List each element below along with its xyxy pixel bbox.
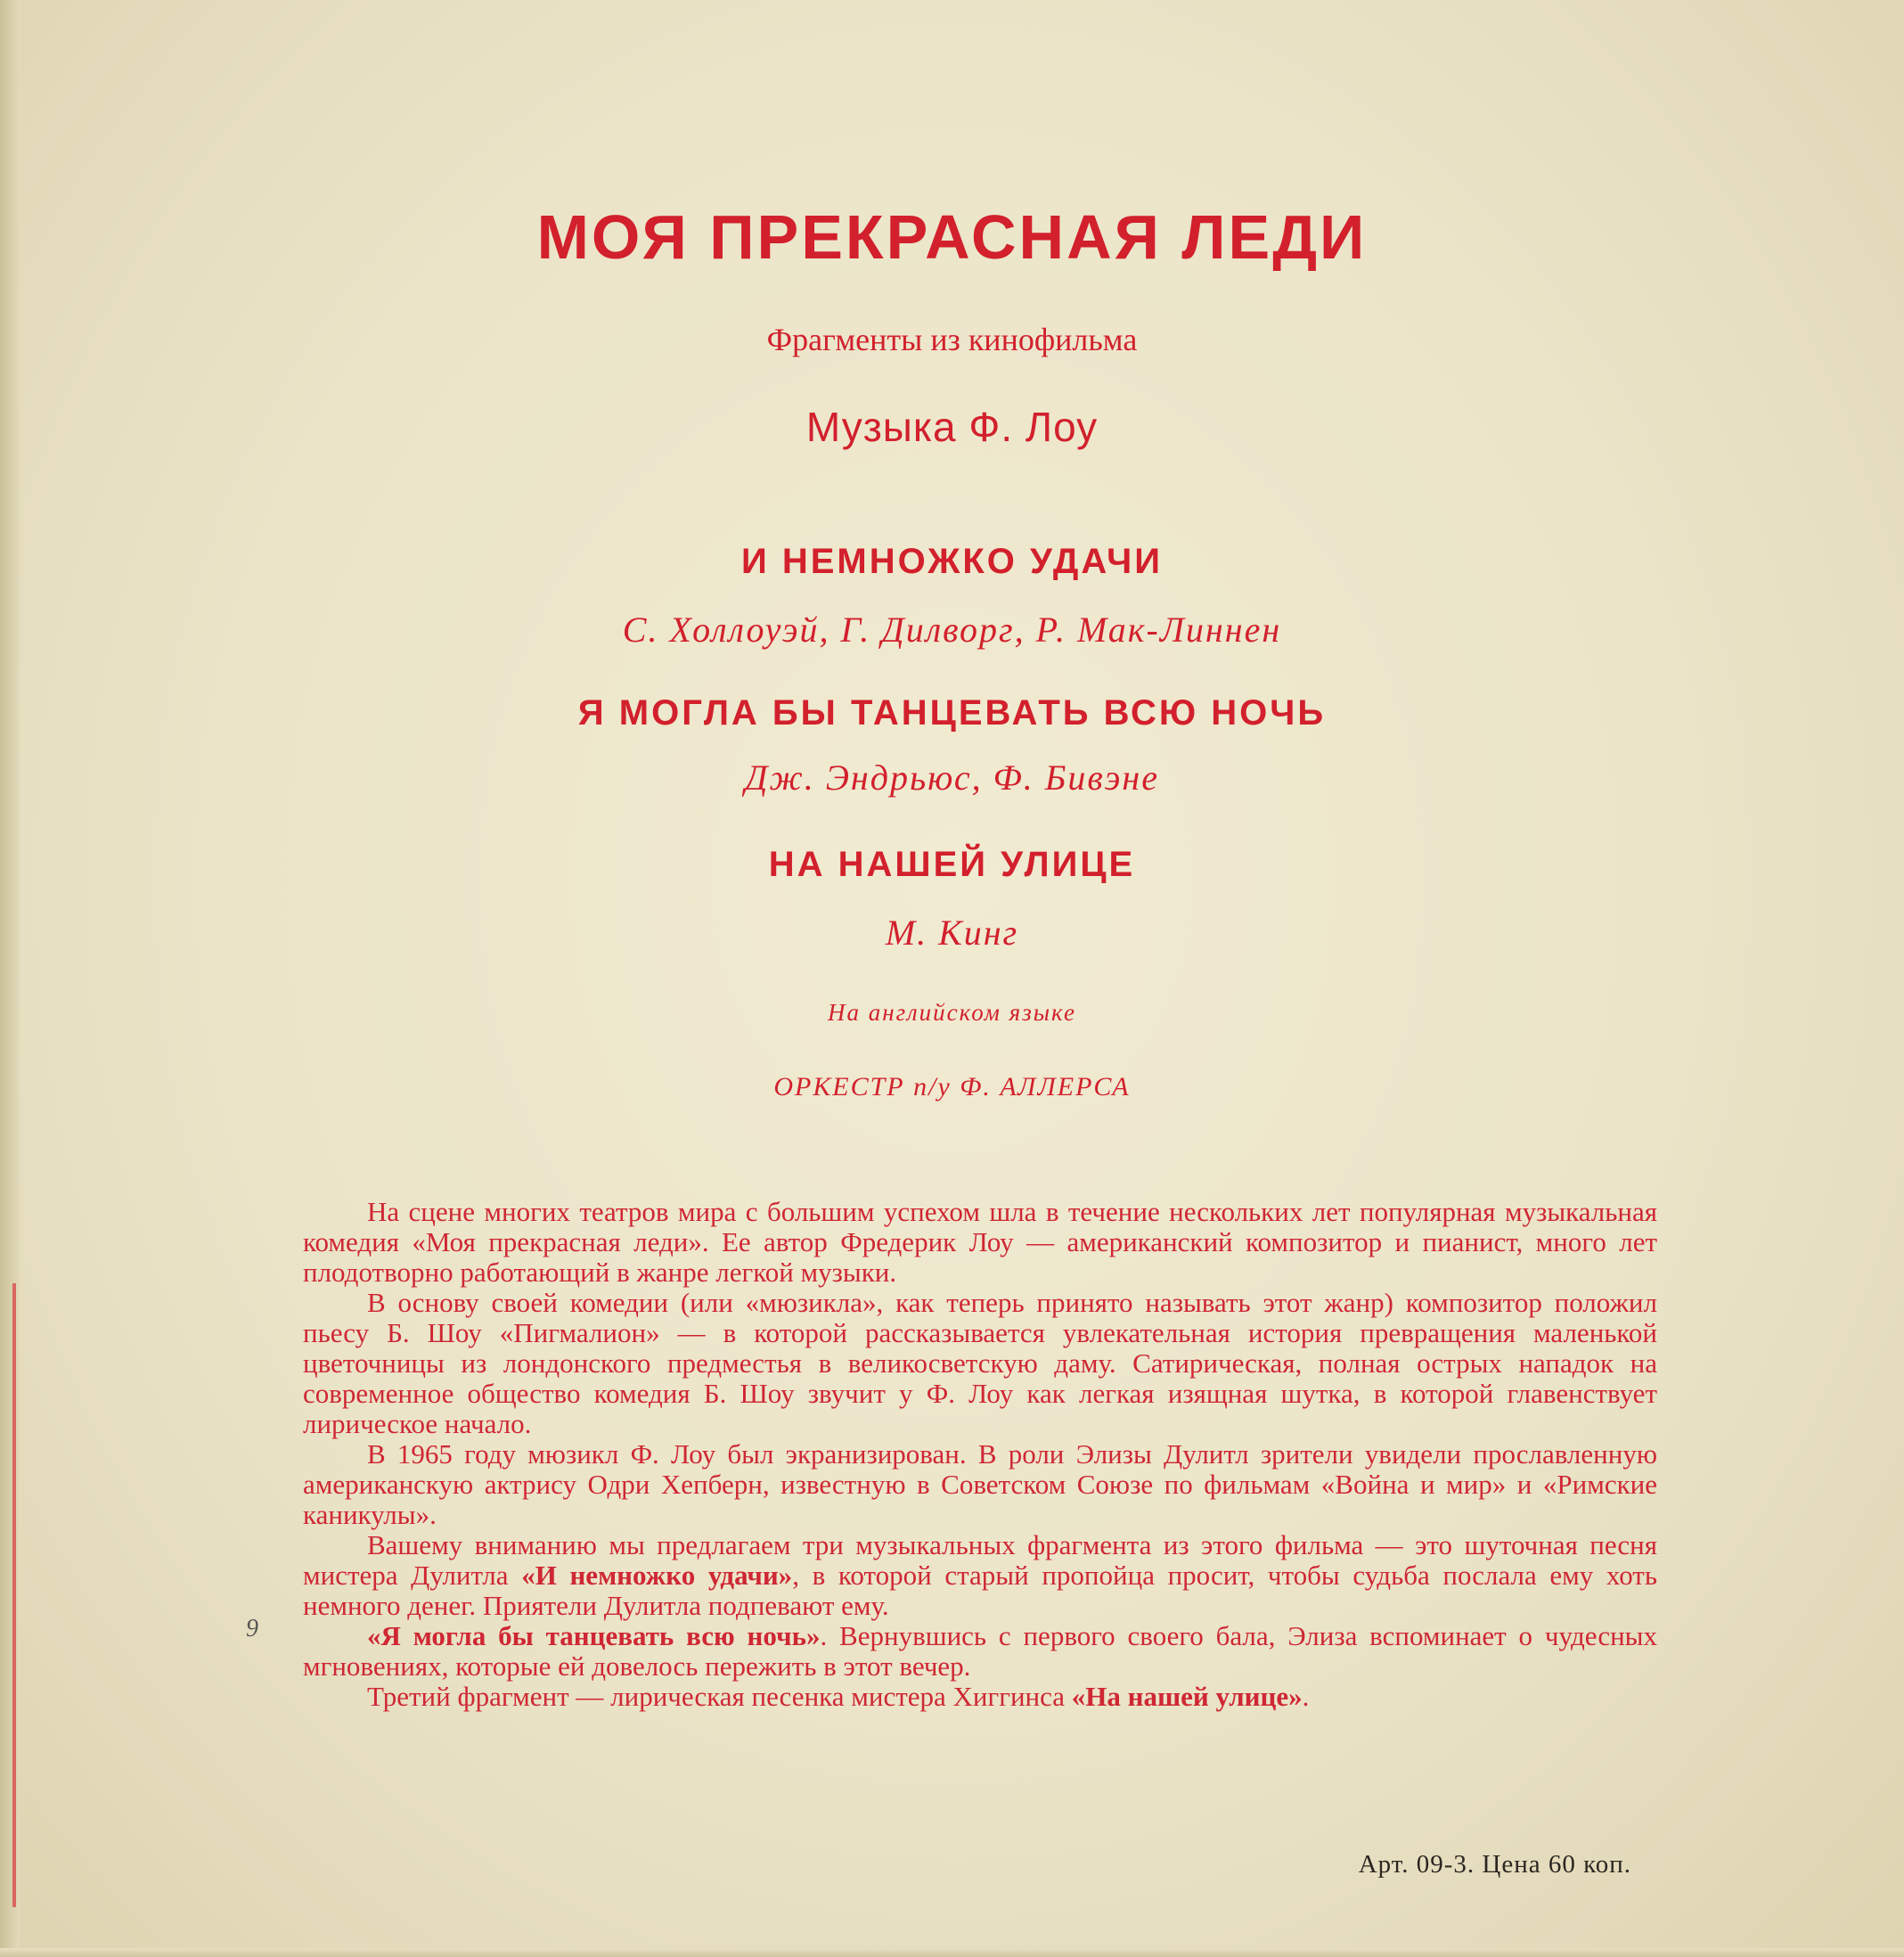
song-performers-1: С. Холлоуэй, Г. Дилворг, Р. Мак-Линнен — [622, 610, 1282, 650]
sleeve-bottom-edge — [0, 1948, 1904, 1957]
language-note: На английском языке — [828, 999, 1076, 1026]
paragraph-4-start: Вашему вниманию мы предлагаем три музыкальных фрагмента из этого фильма — это шуточная песня мистера Дулитла — [303, 1529, 1657, 1591]
description-paragraph-2: В основу своей комедии (или «мюзикла», как теперь принято называть этот жанр) композитор положил пьесу Б. Шоу «Пигмалион» — в которой рассказывается увлекательная история превращения маленькой цветочницы из лондонского предместья в великосветскую даму. Сатирическая, полная острых нападок на современное общество комедия Б. Шоу звучит у Ф. Лоу как легкая изящная шутка, в которой главенствует лирическое начало. — [303, 1287, 1657, 1439]
description-paragraph-4 — [303, 1530, 1657, 1621]
song-title-1: И НЕМНОЖКО УДАЧИ — [740, 542, 1164, 581]
song-reference-1: «И немножко удачи» — [521, 1560, 793, 1591]
album-title: МОЯ ПРЕКРАСНАЯ ЛЕДИ — [536, 202, 1368, 272]
song-performers-3: М. Кинг — [885, 913, 1019, 953]
description-paragraph-5 — [303, 1621, 1657, 1682]
album-subtitle: Фрагменты из кинофильма — [766, 322, 1138, 357]
price-label: Арт. 09-3. Цена 60 коп. — [1358, 1850, 1631, 1879]
paragraph-6-end: . — [1302, 1681, 1310, 1712]
paragraph-5-end: . Вернувшись с первого своего бала, Элиза вспоминает о чудесных мгновениях, которые ей довелось пережить в этот вечер. — [303, 1620, 1657, 1682]
description-paragraph-1: На сцене многих театров мира с большим успехом шла в течение нескольких лет популярная музыкальная комедия «Моя прекрасная леди». Ее автор Фредерик Лоу — американский композитор и пианист, много лет плодотворно работающий в жанре легкой музыки. — [303, 1196, 1657, 1288]
sleeve-left-edge — [0, 0, 20, 1957]
song-title-3: НА НАШЕЙ УЛИЦЕ — [768, 845, 1136, 884]
song-performers-2: Дж. Эндрьюс, Ф. Бивэне — [745, 757, 1159, 798]
orchestra-credit: ОРКЕСТР п/у Ф. АЛЛЕРСА — [773, 1072, 1131, 1101]
pencil-mark: 9 — [246, 1615, 258, 1642]
song-reference-2: «Я могла бы танцевать всю ночь» — [367, 1620, 821, 1651]
paragraph-6-start: Третий фрагмент — лирическая песенка мистера Хиггинса — [367, 1681, 1072, 1712]
song-title-2: Я МОГЛА БЫ ТАНЦЕВАТЬ ВСЮ НОЧЬ — [577, 693, 1327, 733]
description-paragraph-3: В 1965 году мюзикл Ф. Лоу был экранизирован. В роли Элизы Дулитл зрители увидели прославленную американскую актрису Одри Хепберн, известную в Советском Союзе по фильмам «Война и мир» и «Римские каникулы». — [303, 1438, 1657, 1530]
composer-credit: Музыка Ф. Лоу — [805, 404, 1099, 450]
description-text — [303, 1197, 1657, 1712]
paragraph-4-end: , в которой старый пропойца просит, чтобы судьба послала ему хоть немного денег. Приятели Дулитла подпевают ему. — [303, 1560, 1657, 1621]
red-edge-mark — [12, 1283, 16, 1907]
song-reference-3: «На нашей улице» — [1071, 1681, 1303, 1712]
description-paragraph-6 — [303, 1682, 1657, 1712]
